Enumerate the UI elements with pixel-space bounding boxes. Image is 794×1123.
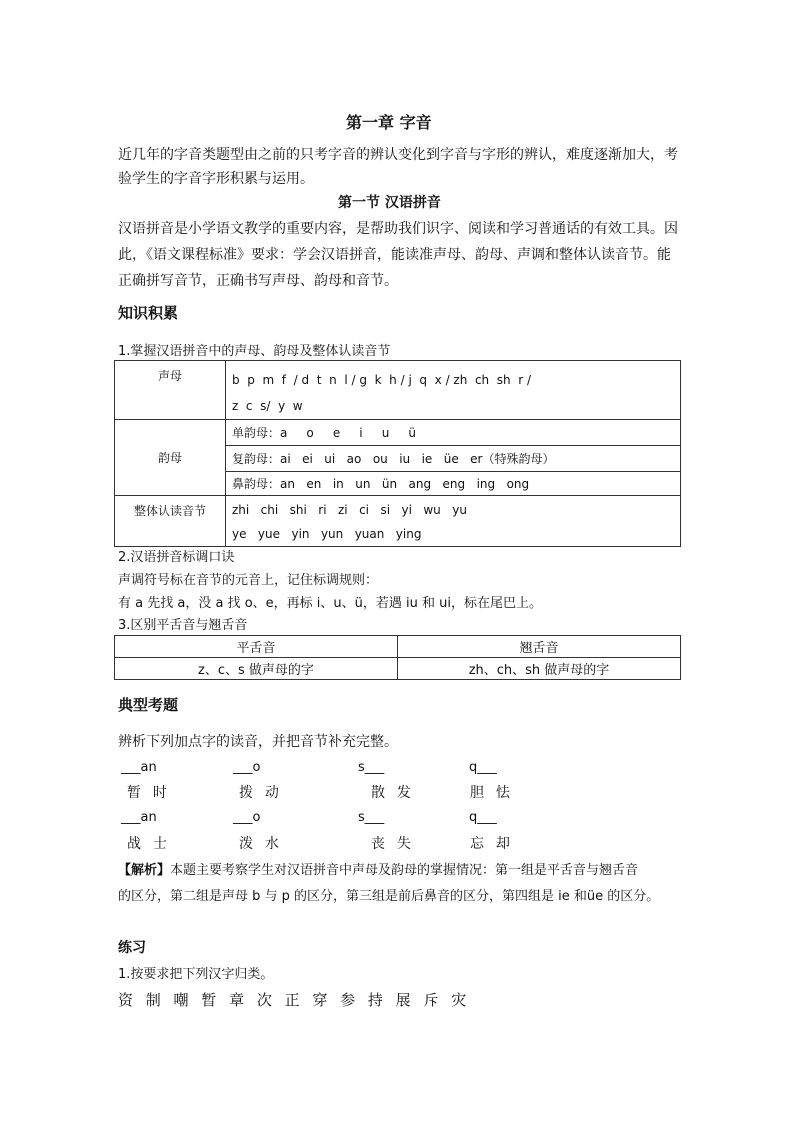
- char-row-1: [0, 782, 794, 802]
- zhengti-label: 整体认读音节: [115, 496, 226, 547]
- section-intro-line-2: 此，《语文课程标准》要求：学会汉语拼音，能读准声母、韵母、声调和整体认读音节。能: [118, 247, 671, 263]
- pinyin-blank: q___: [469, 760, 497, 775]
- retroflex-value: zh、ch、sh 做声母的字: [398, 658, 681, 680]
- shengmu-line-1: b p m f / d t n l / g k h / j q x / zh ch sh r /: [232, 373, 532, 387]
- flat-retroflex-table: [114, 635, 681, 680]
- pinyin-blank: ___an: [121, 760, 157, 775]
- word: 忘 却: [470, 836, 511, 852]
- point-1: 1.掌握汉语拼音中的声母、韵母及整体认读音节: [118, 344, 391, 359]
- pinyin-blank: q___: [469, 810, 497, 825]
- heading-practice: 练习: [118, 940, 146, 956]
- heading-knowledge: 知识积累: [118, 304, 179, 322]
- shengmu-label: 声母: [115, 361, 226, 420]
- yunmu-label: 韵母: [115, 420, 226, 496]
- heading-typical: 典型考题: [118, 696, 179, 714]
- word: 拨 动: [239, 785, 280, 801]
- rule-1: 声调符号标在音节的元音上，记住标调规则：: [118, 573, 379, 588]
- analysis-text-1: 本题主要考察学生对汉语拼音中声母及韵母的掌握情况：第一组是平舌音与翘舌音: [170, 863, 639, 878]
- zhengti-line-2: ye yue yin yun yuan ying: [232, 527, 422, 541]
- shengmu-cell: [226, 361, 681, 420]
- pinyin-blank: ___o: [233, 810, 261, 825]
- bi-yunmu: 鼻韵母：an en in un ün ang eng ing ong: [226, 472, 681, 496]
- pinyin-row-2: [0, 810, 794, 828]
- word: 暂 时: [127, 785, 168, 801]
- pinyin-row-1: [0, 760, 794, 778]
- word: 胆 怯: [470, 785, 511, 801]
- pinyin-blank: ___o: [233, 760, 261, 775]
- flat-value: z、c、s 做声母的字: [115, 658, 398, 680]
- question-text: 辨析下列加点字的读音，并把音节补充完整。: [118, 734, 398, 750]
- section-title: 第一节 汉语拼音: [338, 195, 441, 211]
- analysis-line-1: [118, 859, 638, 878]
- chapter-title: 第一章 字音: [346, 113, 432, 132]
- char-row-2: [0, 833, 794, 853]
- intro-line-2: 验学生的字音字形积累与运用。: [118, 171, 314, 187]
- zhengti-cell: [226, 496, 681, 547]
- pinyin-blank: s___: [358, 810, 385, 825]
- point-2: 2.汉语拼音标调口诀: [118, 550, 235, 565]
- pinyin-blank: ___an: [121, 810, 157, 825]
- point-3: 3.区别平舌音与翘舌音: [118, 618, 248, 633]
- practice-characters: 资 制 嘲 暂 章 次 正 穿 参 持 展 斥 灾: [118, 991, 471, 1009]
- section-intro-line-3: 正确拼写音节，正确书写声母、韵母和音节。: [118, 273, 398, 289]
- fu-yunmu: 复韵母：ai ei ui ao ou iu ie üe er（特殊韵母）: [226, 446, 681, 472]
- word: 丧 失: [371, 836, 412, 852]
- word: 散 发: [371, 785, 412, 801]
- section-intro-line-1: 汉语拼音是小学语文教学的重要内容，是帮助我们识字、阅读和学习普通话的有效工具。因: [118, 221, 678, 237]
- dan-yunmu: 单韵母：a o e i u ü: [226, 420, 681, 446]
- word: 战 士: [127, 836, 168, 852]
- practice-1: 1.按要求把下列汉字归类。: [118, 967, 274, 982]
- analysis-label: 【解析】: [118, 863, 171, 878]
- rule-2: 有 a 先找 a，没 a 找 o、e，再标 i、u、ü，若遇 iu 和 ui，标在尾巴上。: [118, 596, 542, 611]
- analysis-line-2: 的区分，第二组是声母 b 与 p 的区分，第三组是前后鼻音的区分，第四组是 ie 和üe 的区分。: [118, 889, 660, 904]
- flat-header: 平舌音: [115, 636, 398, 658]
- word: 泼 水: [239, 836, 280, 852]
- shengmu-line-2: z c s/ y w: [232, 399, 303, 413]
- intro-line-1: 近几年的字音类题型由之前的只考字音的辨认变化到字音与字形的辨认，难度逐渐加大，考: [118, 147, 678, 163]
- zhengti-line-1: zhi chi shi ri zi ci si yi wu yu: [232, 503, 467, 517]
- initials-finals-table: [114, 360, 681, 547]
- pinyin-blank: s___: [358, 760, 385, 775]
- retroflex-header: 翘舌音: [398, 636, 681, 658]
